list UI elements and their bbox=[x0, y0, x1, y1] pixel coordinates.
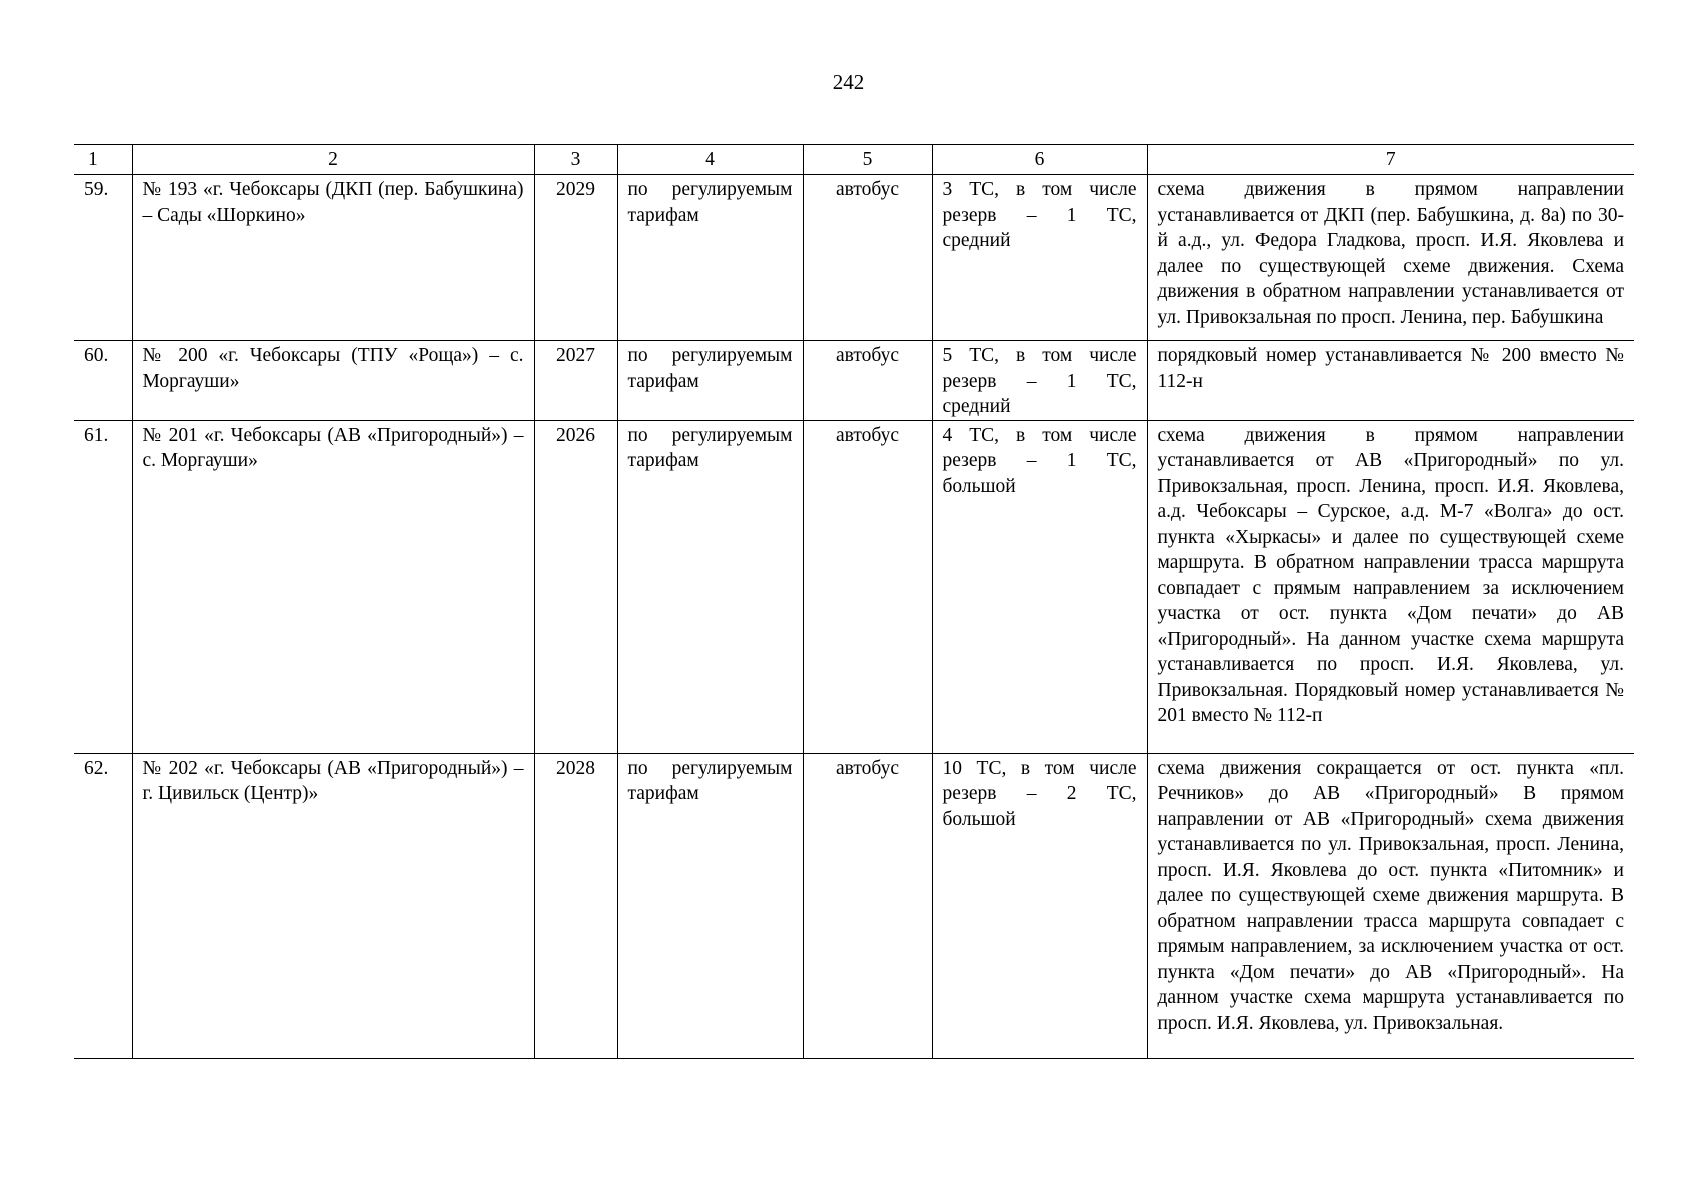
route-changes: схема движения в прямом направлении устанавливается от АВ «Пригородный» по ул. Привокзальная, просп. Ленина, просп. И.Я. Яковлева, а.д. Чебоксары – Сурское, а.д. М-7 «Волга» до ост. пункта «Хыркасы» и далее по существующей схеме маршрута. В обратном направлении трасса маршрута совпадает с прямым направлением за исключением участка от ост. пункта «Дом печати» до АВ «Пригородный». На данном участке схема маршрута устанавливается по просп. И.Я. Яковлева, ул. Привокзальная. Порядковый номер устанавливается № 201 вместо № 112-п bbox=[1147, 420, 1634, 753]
route-changes: порядковый номер устанавливается № 200 вместо № 112-н bbox=[1147, 341, 1634, 421]
routes-table bbox=[74, 144, 1634, 1059]
row-number: 60. bbox=[74, 341, 132, 421]
route-tariff: по регулируемым тарифам bbox=[617, 420, 803, 753]
table-header-row bbox=[74, 145, 1634, 175]
capacity-line: 10 ТС, в том числе bbox=[942, 757, 1137, 779]
table-row bbox=[74, 341, 1634, 421]
route-vehicle: автобус bbox=[803, 175, 932, 341]
row-number: 59. bbox=[74, 175, 132, 341]
route-vehicle: автобус bbox=[803, 420, 932, 753]
route-changes: схема движения в прямом направлении устанавливается от ДКП (пер. Бабушкина, д. 8а) по 30-й а.д., ул. Федора Гладкова, просп. И.Я. Яковлева и далее по существующей схеме движения. Схема движения в обратном направлении устанавливается от ул. Привокзальная по просп. Ленина, пер. Бабушкина bbox=[1147, 175, 1634, 341]
route-name: № 200 «г. Чебоксары (ТПУ «Роща») – с. Моргауши» bbox=[132, 341, 534, 421]
column-header: 2 bbox=[132, 145, 534, 175]
capacity-line: 4 ТС, в том числе bbox=[942, 424, 1137, 446]
column-header: 6 bbox=[932, 145, 1147, 175]
route-year: 2026 bbox=[534, 420, 617, 753]
capacity-line: резерв – 1 ТС, bbox=[942, 450, 1137, 471]
column-header: 7 bbox=[1147, 145, 1634, 175]
route-year: 2028 bbox=[534, 753, 617, 1058]
route-year: 2029 bbox=[534, 175, 617, 341]
column-header: 3 bbox=[534, 145, 617, 175]
route-year: 2027 bbox=[534, 341, 617, 421]
route-changes: схема движения сокращается от ост. пункта «пл. Речников» до АВ «Пригородный» В прямом направлении от АВ «Пригородный» схема движения устанавливается по ул. Привокзальная, просп. Ленина, просп. И.Я. Яковлева до ост. пункта «Питомник» и далее по существующей схеме движения маршрута. В обратном направлении трасса маршрута совпадает с прямым направлением, за исключением участка от ост. пункта «Дом печати» до АВ «Пригородный». На данном участке схема маршрута устанавливается по просп. И.Я. Яковлева, ул. Привокзальная. bbox=[1147, 753, 1634, 1058]
route-capacity bbox=[932, 341, 1147, 421]
route-vehicle: автобус bbox=[803, 753, 932, 1058]
route-name: № 202 «г. Чебоксары (АВ «Пригородный») – г. Цивильск (Центр)» bbox=[132, 753, 534, 1058]
table-row bbox=[74, 175, 1634, 341]
route-vehicle: автобус bbox=[803, 341, 932, 421]
table-row bbox=[74, 420, 1634, 753]
capacity-line: резерв – 1 ТС, bbox=[942, 204, 1137, 226]
capacity-line: средний bbox=[942, 230, 1011, 251]
page-number: 242 bbox=[832, 70, 865, 94]
column-header: 4 bbox=[617, 145, 803, 175]
route-capacity bbox=[932, 175, 1147, 341]
capacity-line: большой bbox=[942, 808, 1016, 830]
column-header: 1 bbox=[74, 145, 132, 175]
capacity-line: 5 ТС, в том числе bbox=[942, 345, 1137, 366]
route-name: № 193 «г. Чебоксары (ДКП (пер. Бабушкина) – Сады «Шоркино» bbox=[132, 175, 534, 341]
column-header: 5 bbox=[803, 145, 932, 175]
row-number: 61. bbox=[74, 420, 132, 753]
route-capacity bbox=[932, 753, 1147, 1058]
row-number: 62. bbox=[74, 753, 132, 1058]
capacity-line: резерв – 1 ТС, bbox=[942, 370, 1137, 392]
route-name: № 201 «г. Чебоксары (АВ «Пригородный») – с. Моргауши» bbox=[132, 420, 534, 753]
capacity-line: 3 ТС, в том числе bbox=[942, 179, 1137, 200]
route-tariff: по регулируемым тарифам bbox=[617, 753, 803, 1058]
route-capacity bbox=[932, 420, 1147, 753]
route-tariff: по регулируемым тарифам bbox=[617, 341, 803, 421]
route-tariff: по регулируемым тарифам bbox=[617, 175, 803, 341]
capacity-line: резерв – 2 ТС, bbox=[942, 783, 1137, 804]
table-row bbox=[74, 753, 1634, 1058]
capacity-line: средний bbox=[942, 396, 1011, 417]
capacity-line: большой bbox=[942, 475, 1016, 497]
